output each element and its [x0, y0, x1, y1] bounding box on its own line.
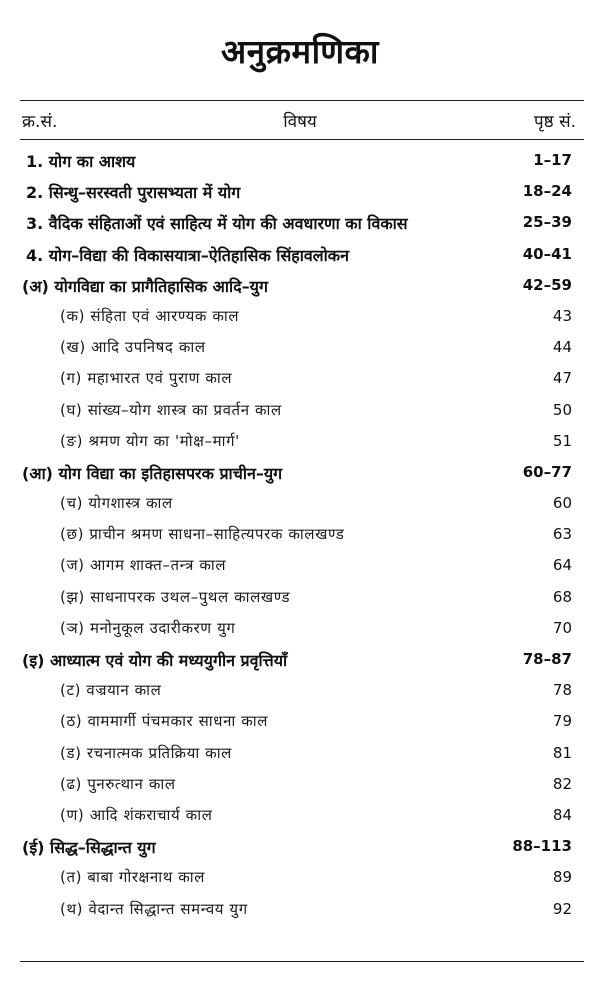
toc-entry-title: (ङ) श्रमण योग का 'मोक्ष–मार्ग' [60, 431, 240, 450]
toc-subsection [0, 863, 600, 894]
toc-entry-title: (झ) साधनापरक उथल–पुथल कालखण्ड [60, 587, 291, 606]
toc-entry-page: 43 [552, 306, 572, 325]
table-of-contents [0, 146, 600, 926]
toc-section [0, 645, 600, 676]
header-serial-number: क्र.सं. [22, 112, 58, 132]
toc-entry-page: 60–77 [522, 462, 572, 481]
toc-entry-page: 18–24 [522, 182, 572, 201]
toc-section [0, 832, 600, 863]
toc-entry-title: (ज) आगम शाक्त–तन्त्र काल [60, 556, 227, 575]
toc-section [0, 458, 600, 489]
toc-entry-page: 42–59 [522, 275, 572, 294]
toc-subsection [0, 614, 600, 645]
toc-entry-title: (ई) सिद्ध–सिद्धान्त युग [22, 838, 156, 858]
toc-entry-title: 3. वैदिक संहिताओं एवं साहित्य में योग की अवधारणा का विकास [26, 214, 408, 234]
toc-subsection [0, 551, 600, 582]
toc-entry-page: 60 [552, 494, 572, 513]
toc-entry-title: (ठ) वाममार्गी पंचमकार साधना काल [60, 712, 269, 731]
toc-entry-page: 84 [552, 805, 572, 824]
toc-entry-page: 63 [552, 525, 572, 544]
toc-entry-title: (ट) वज्रयान काल [60, 681, 162, 700]
toc-entry-title: (ण) आदि शंकराचार्य काल [60, 805, 213, 824]
toc-entry-page: 51 [552, 431, 572, 450]
toc-entry-page: 78 [552, 681, 572, 700]
toc-entry-title: (छ) प्राचीन श्रमण साधना–साहित्यपरक कालखण्ड [60, 525, 345, 544]
toc-entry-page: 64 [552, 556, 572, 575]
toc-entry-page: 88–113 [512, 837, 572, 856]
toc-entry-title: (क) संहिता एवं आरण्यक काल [60, 306, 240, 325]
toc-entry-title: (आ) योग विद्या का इतिहासपरक प्राचीन–युग [22, 463, 283, 483]
toc-subsection [0, 364, 600, 395]
toc-entry-page: 68 [552, 587, 572, 606]
toc-entry-title: (ख) आदि उपनिषद काल [60, 338, 206, 357]
toc-entry-page: 70 [552, 618, 572, 637]
toc-entry-page: 44 [552, 338, 572, 357]
toc-entry-title: (अ) योगविद्या का प्रागैतिहासिक आदि–युग [22, 276, 268, 296]
toc-subsection [0, 302, 600, 333]
toc-entry-title: (थ) वेदान्त सिद्धान्त समन्वय युग [60, 899, 248, 918]
toc-entry-title: 2. सिन्धु–सरस्वती पुरासभ्यता में योग [26, 183, 241, 203]
toc-entry-title: (ढ) पुनरुत्थान काल [60, 774, 176, 793]
toc-subsection [0, 739, 600, 770]
toc-subsection [0, 489, 600, 520]
header-page-number: पृष्ठ सं. [534, 112, 576, 132]
toc-entry-title: (त) बाबा गोरक्षनाथ काल [60, 868, 206, 887]
toc-subsection [0, 801, 600, 832]
bottom-divider [20, 961, 584, 962]
toc-section [0, 271, 600, 302]
toc-chapter [0, 177, 600, 208]
toc-entry-title: (ञ) मनोनुकूल उदारीकरण युग [60, 618, 236, 637]
toc-subsection [0, 676, 600, 707]
toc-chapter [0, 146, 600, 177]
toc-chapter [0, 208, 600, 239]
toc-subsection [0, 427, 600, 458]
toc-entry-title: (ग) महाभारत एवं पुराण काल [60, 369, 233, 388]
toc-entry-page: 25–39 [522, 213, 572, 232]
toc-entry-page: 40–41 [522, 244, 572, 263]
toc-entry-page: 81 [552, 743, 572, 762]
toc-entry-title: 1. योग का आशय [26, 152, 136, 171]
header-divider [20, 139, 584, 140]
toc-entry-page: 89 [552, 868, 572, 887]
toc-entry-title: (ड) रचनात्मक प्रतिक्रिया काल [60, 743, 232, 762]
toc-entry-page: 47 [552, 369, 572, 388]
toc-subsection [0, 333, 600, 364]
toc-subsection [0, 583, 600, 614]
toc-chapter [0, 240, 600, 271]
toc-entry-title: 4. योग–विद्या की विकासयात्रा–ऐतिहासिक सिंहावलोकन [26, 245, 349, 265]
toc-entry-title: (च) योगशास्त्र काल [60, 494, 173, 513]
toc-entry-page: 92 [552, 899, 572, 918]
toc-entry-page: 1–17 [533, 151, 572, 169]
header-subject: विषय [283, 112, 317, 132]
toc-entry-title: (घ) सांख्य–योग शास्त्र का प्रवर्तन काल [60, 400, 282, 419]
toc-entry-page: 82 [552, 774, 572, 793]
page-title: अनुक्रमणिका [221, 32, 379, 71]
toc-subsection [0, 707, 600, 738]
toc-entry-page: 79 [552, 712, 572, 731]
toc-entry-page: 78–87 [522, 650, 572, 668]
toc-subsection [0, 770, 600, 801]
top-divider [20, 100, 584, 101]
table-header [0, 106, 600, 136]
toc-entry-page: 50 [552, 400, 572, 419]
toc-entry-title: (इ) आध्यात्म एवं योग की मध्ययुगीन प्रवृत्तियाँ [22, 651, 288, 670]
toc-subsection [0, 520, 600, 551]
toc-subsection [0, 396, 600, 427]
toc-subsection [0, 895, 600, 926]
